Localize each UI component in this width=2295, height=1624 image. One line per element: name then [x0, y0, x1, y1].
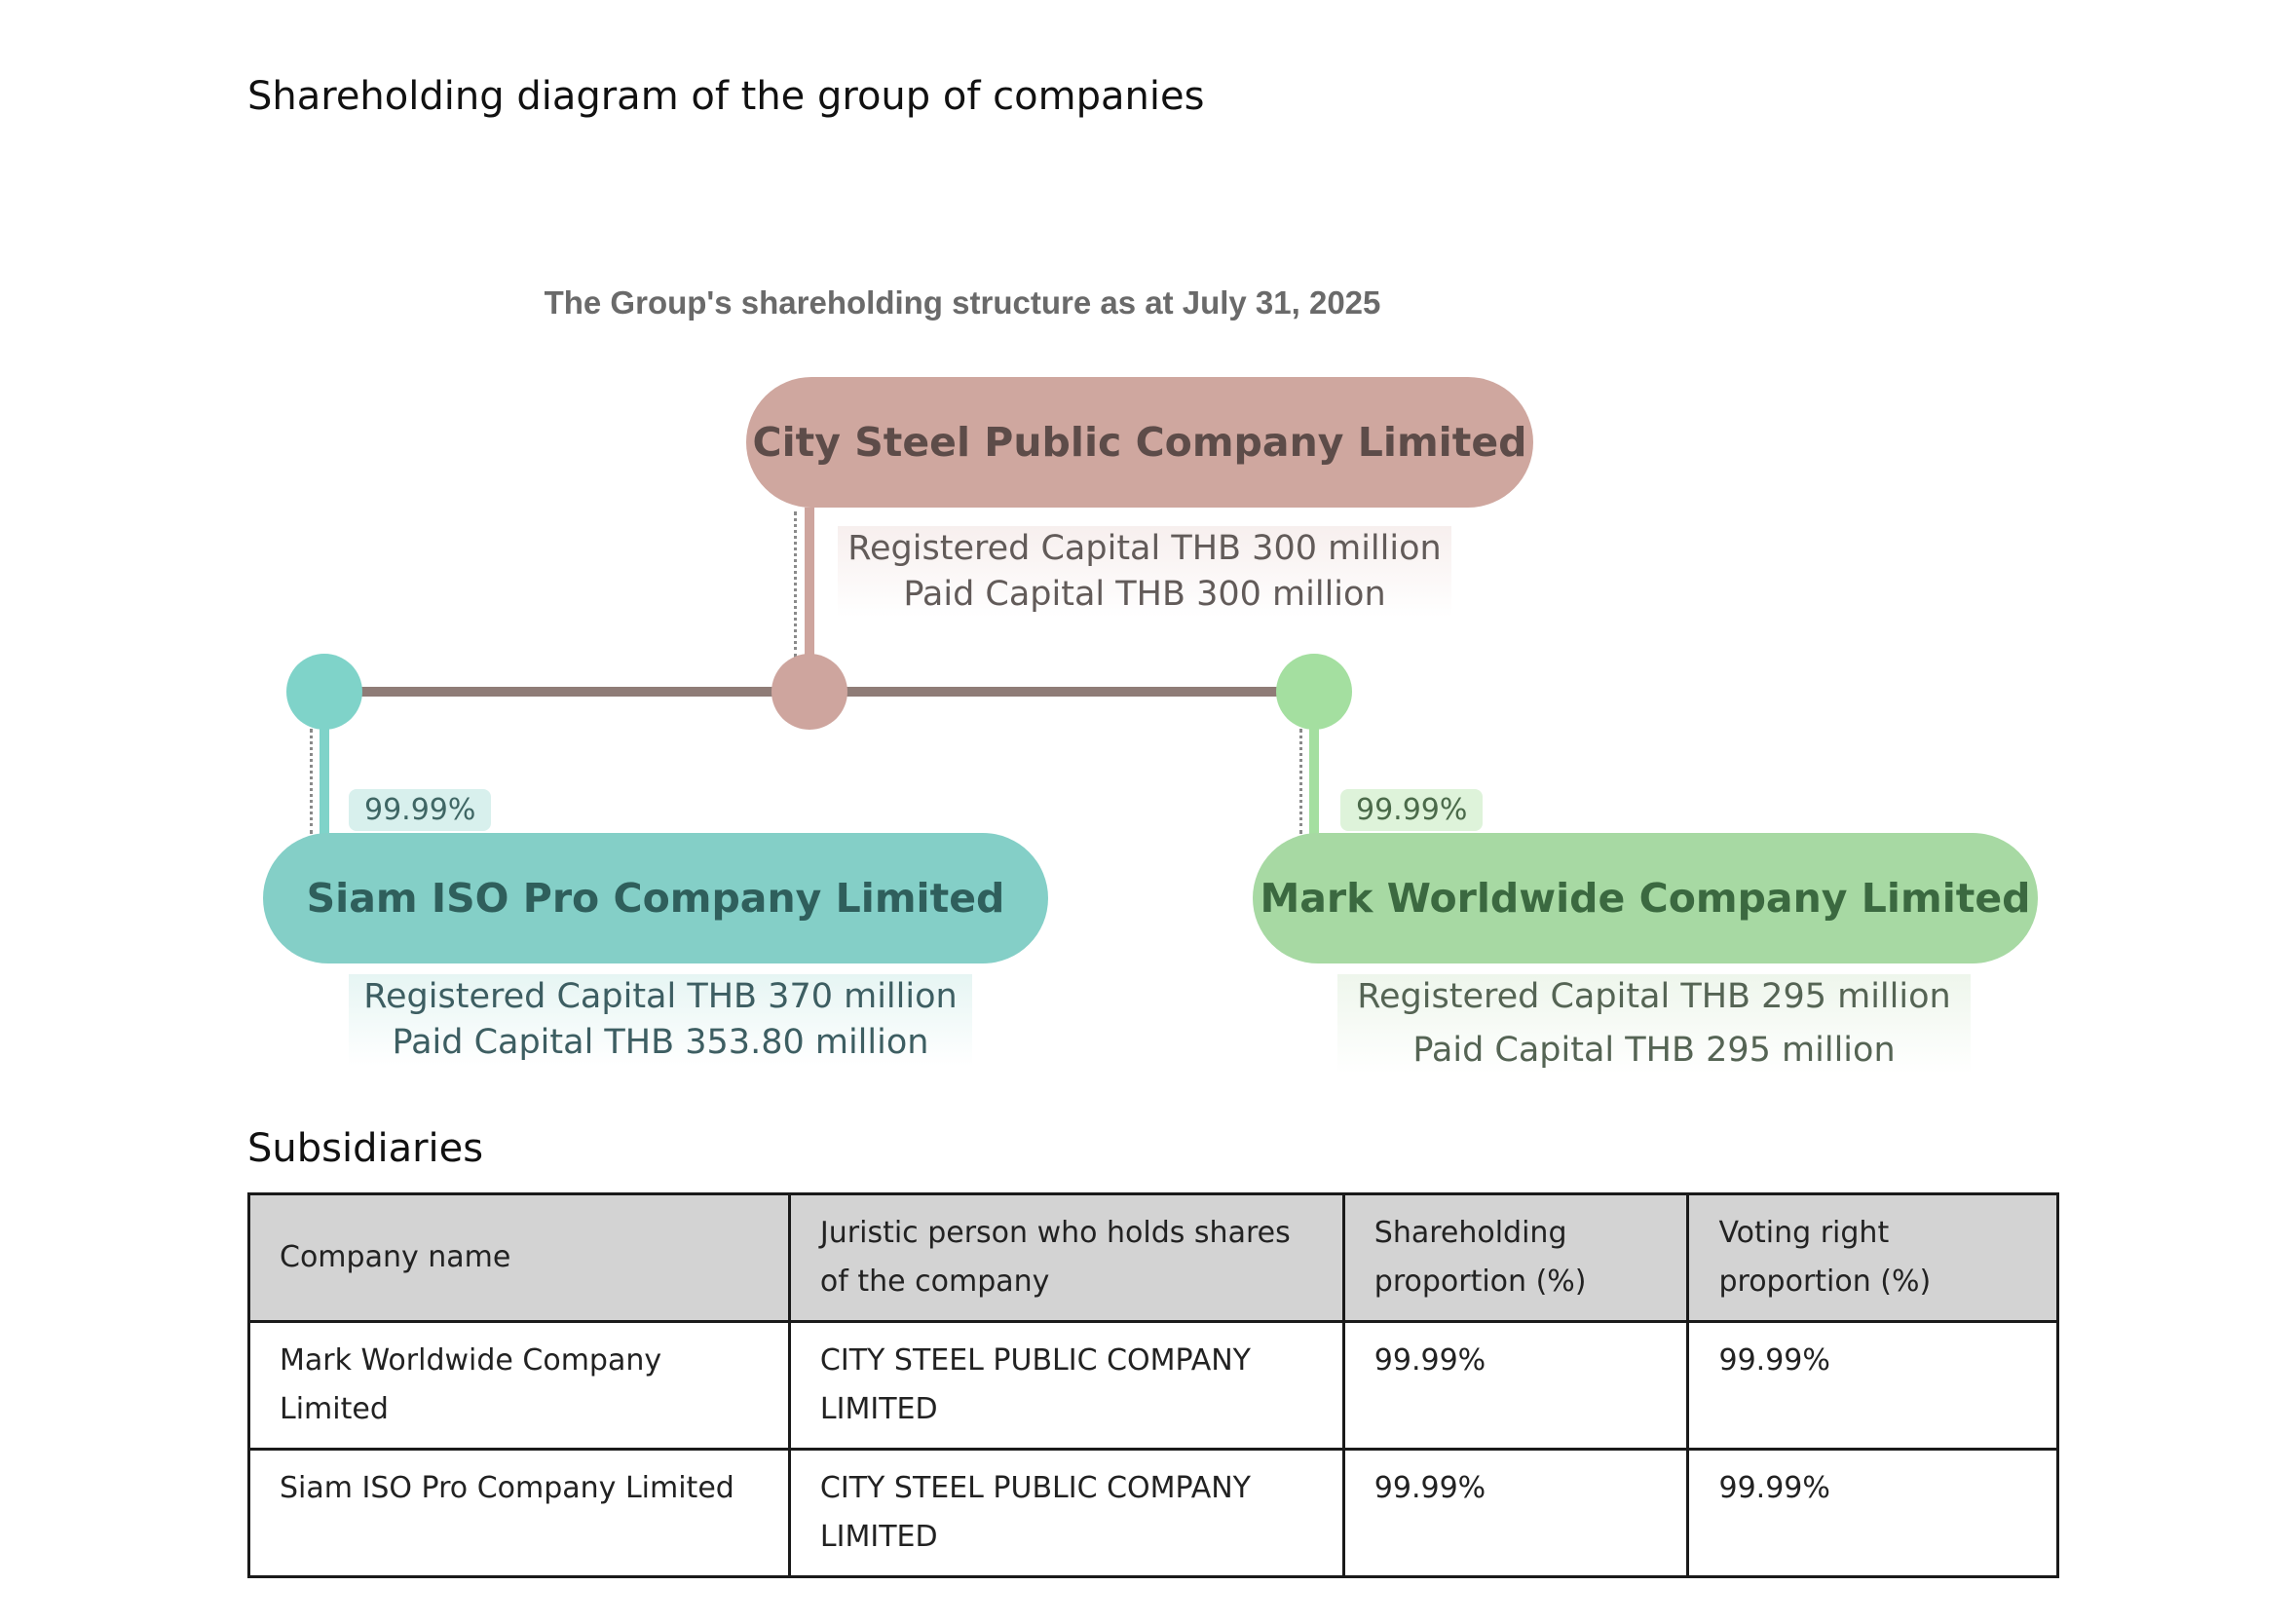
diagram-caption: The Group's shareholding structure as at July 31, 2025 [544, 284, 1381, 321]
node-dot-parent [771, 654, 847, 730]
connector-siam-dotted [310, 729, 313, 834]
connector-mark-vertical [1309, 721, 1319, 838]
mark-company-capital [1337, 974, 1971, 1074]
subsidiaries-table [247, 1192, 2059, 1578]
connector-parent-vertical [805, 508, 814, 663]
cell-company-name: Siam ISO Pro Company Limited [249, 1450, 790, 1577]
header-juristic-person: Juristic person who holds shares of the company [789, 1194, 1343, 1322]
mark-paid-capital: Paid Capital THB 295 million [1412, 1031, 1896, 1070]
table-row [249, 1450, 2058, 1577]
siam-company-name: Siam ISO Pro Company Limited [306, 875, 1005, 922]
header-voting-right-proportion: Voting right proportion (%) [1688, 1194, 2058, 1322]
cell-juristic-person: CITY STEEL PUBLIC COMPANY LIMITED [789, 1322, 1343, 1450]
siam-holding-badge: 99.99% [349, 789, 491, 831]
node-dot-siam [286, 654, 362, 730]
parent-registered-capital: Registered Capital THB 300 million [847, 529, 1442, 568]
table-header-row [249, 1194, 2058, 1322]
siam-company-node [263, 833, 1048, 963]
table-row [249, 1322, 2058, 1450]
header-shareholding-proportion: Shareholding proportion (%) [1343, 1194, 1688, 1322]
node-dot-mark [1276, 654, 1352, 730]
parent-paid-capital: Paid Capital THB 300 million [903, 575, 1386, 614]
parent-company-name: City Steel Public Company Limited [752, 419, 1527, 466]
cell-voting-right: 99.99% [1688, 1450, 2058, 1577]
page-title: Shareholding diagram of the group of companies [247, 74, 1205, 119]
header-company-name: Company name [249, 1194, 790, 1322]
parent-company-node [746, 377, 1533, 508]
siam-paid-capital: Paid Capital THB 353.80 million [392, 1023, 929, 1062]
cell-company-name: Mark Worldwide Company Limited [249, 1322, 790, 1450]
parent-company-capital [838, 526, 1451, 618]
connector-parent-dotted [794, 511, 797, 658]
mark-company-node [1253, 833, 2038, 963]
connector-mark-dotted [1299, 729, 1302, 834]
siam-company-capital [349, 974, 972, 1066]
cell-juristic-person: CITY STEEL PUBLIC COMPANY LIMITED [789, 1450, 1343, 1577]
mark-holding-badge: 99.99% [1340, 789, 1483, 831]
section-title-subsidiaries: Subsidiaries [247, 1126, 484, 1171]
cell-shareholding: 99.99% [1343, 1450, 1688, 1577]
mark-registered-capital: Registered Capital THB 295 million [1357, 977, 1951, 1016]
cell-shareholding: 99.99% [1343, 1322, 1688, 1450]
cell-voting-right: 99.99% [1688, 1322, 2058, 1450]
mark-company-name: Mark Worldwide Company Limited [1260, 875, 2031, 922]
siam-registered-capital: Registered Capital THB 370 million [363, 977, 958, 1016]
connector-siam-vertical [320, 721, 329, 838]
